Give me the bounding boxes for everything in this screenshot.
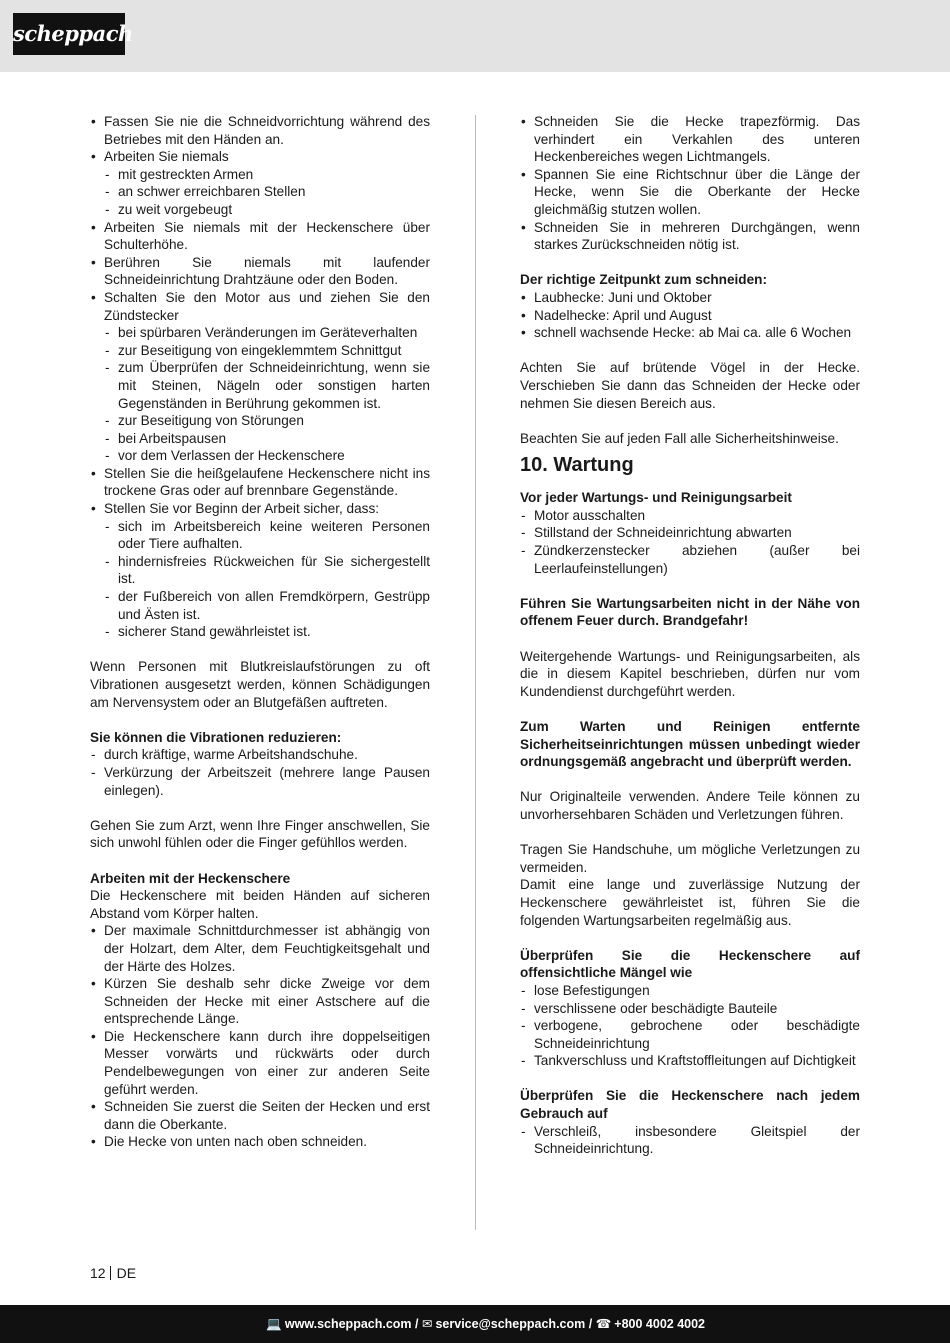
- page-number: [90, 1265, 136, 1281]
- page-footer: [0, 1305, 950, 1343]
- left-column: [90, 113, 430, 1151]
- sub-list-item: - an schwer erreichbaren Stellen: [105, 184, 306, 200]
- long-life-paragraph: Damit eine lange und zuverlässige Nutzung der Heckenschere gewährleistet ist, führen Sie die folgenden Wartungsarbeiten regelmäßig aus.: [520, 877, 860, 928]
- list-item: - Zündkerzenstecker abziehen (außer bei Leerlaufeinstellungen): [521, 543, 860, 576]
- list-item: • Nadelhecke: April und August: [521, 307, 712, 323]
- sub-list-item: - der Fußbereich von allen Fremdkörpern, Gestrüpp und Ästen ist.: [105, 589, 430, 622]
- footer-separator: /: [415, 1317, 419, 1331]
- list-item: • Der maximale Schnittdurchmesser ist abhängig von der Holzart, dem Alter, dem Feuchtigkeitsgehalt und der Härte des Holzes.: [91, 923, 430, 974]
- gloves-paragraph: Tragen Sie Handschuhe, um mögliche Verletzungen zu vermeiden.: [520, 842, 860, 875]
- list-item: • Die Heckenschere kann durch ihre doppelseitigen Messer vorwärts und rückwärts oder durch Pendelbewegungen von einer zur anderen Seite geführt werden.: [91, 1028, 430, 1097]
- sub-list-item: - bei spürbaren Veränderungen im Geräteverhalten: [105, 325, 418, 341]
- list-item: - Stillstand der Schneideinrichtung abwarten: [521, 525, 792, 541]
- right-column: [520, 113, 860, 1158]
- doctor-paragraph: Gehen Sie zum Arzt, wenn Ihre Finger anschwellen, Sie sich unwohl fühlen oder die Finger gefühllos werden.: [90, 817, 430, 851]
- working-paragraph: Die Heckenschere mit beiden Händen auf sicheren Abstand vom Körper halten.: [90, 888, 430, 921]
- sub-list-item: - bei Arbeitspausen: [105, 430, 227, 446]
- list-item: • Schneiden Sie in mehreren Durchgängen, wenn starkes Zurückschneiden nötig ist.: [521, 219, 860, 253]
- list-item: • Stellen Sie die heißgelaufene Heckenschere nicht ins trockene Gras oder auf brennbare Gegenstände.: [91, 465, 430, 499]
- list-item: - verschlissene oder beschädigte Bauteile: [521, 1000, 778, 1016]
- page-header: [0, 0, 950, 72]
- scheppach-logo: scheppach: [13, 13, 125, 55]
- sub-list-item: - zum Überprüfen der Schneideinrichtung, wenn sie mit Steinen, Nägeln oder sonstigen harten Gegenständen in Berührung gekommen ist.: [105, 360, 430, 411]
- list-item: - Verkürzung der Arbeitszeit (mehrere lange Pausen einlegen).: [91, 764, 430, 798]
- after-use-heading: Überprüfen Sie die Heckenschere nach jedem Gebrauch auf: [520, 1088, 860, 1122]
- safety-devices-warning: Zum Warten und Reinigen entfernte Sicherheitseinrichtungen müssen unbedingt wieder ordnungsgemäß angebracht und überprüft werden.: [520, 719, 860, 770]
- list-item: - Verschleiß, insbesondere Gleitspiel der Schneideinrichtung.: [521, 1123, 860, 1157]
- list-item: • Schneiden Sie zuerst die Seiten der Hecken und erst dann die Oberkante.: [91, 1099, 430, 1132]
- list-item: • Laubhecke: Juni und Oktober: [521, 289, 712, 305]
- sub-list-item: - hindernisfreies Rückweichen für Sie sichergestellt ist.: [105, 553, 430, 587]
- footer-email: service@scheppach.com: [435, 1317, 586, 1331]
- list-item: • Arbeiten Sie niemals: [91, 149, 229, 165]
- phone-icon: ☎: [595, 1317, 612, 1331]
- list-item: • Spannen Sie eine Richtschnur über die Länge der Hecke, wenn Sie die Oberkante der Hecke gleichmäßig stutzen wollen.: [521, 166, 860, 217]
- fire-warning: Führen Sie Wartungsarbeiten nicht in der Nähe von offenem Feuer durch. Brandgefahr!: [520, 595, 860, 629]
- working-heading: Arbeiten mit der Heckenschere: [90, 870, 291, 886]
- mail-icon: ✉: [422, 1317, 433, 1331]
- list-item: - verbogene, gebrochene oder beschädigte Schneideinrichtung: [521, 1018, 860, 1051]
- sub-list-item: - sich im Arbeitsbereich keine weiteren Personen oder Tiere aufhalten.: [105, 518, 430, 552]
- maintenance-heading: Vor jeder Wartungs- und Reinigungsarbeit: [520, 490, 792, 506]
- list-item: • Die Hecke von unten nach oben schneiden.: [91, 1134, 367, 1150]
- list-item: • Berühren Sie niemals mit laufender Schneideinrichtung Drahtzäune oder den Boden.: [91, 254, 430, 288]
- original-parts-paragraph: Nur Originalteile verwenden. Andere Teile können zu unvorhersehbaren Schäden und Verletzungen führen.: [520, 789, 860, 822]
- list-item: • Kürzen Sie deshalb sehr dicke Zweige vor dem Schneiden der Hecke mit einer Astschere auf die entsprechende Länge.: [91, 976, 430, 1027]
- sub-list-item: - zu weit vorgebeugt: [105, 201, 233, 217]
- list-item: - Motor ausschalten: [521, 507, 646, 523]
- sub-list-item: - zur Beseitigung von Störungen: [105, 413, 304, 429]
- footer-contact: [266, 1316, 705, 1332]
- sub-list-item: - mit gestreckten Armen: [105, 166, 254, 182]
- computer-icon: 💻: [266, 1317, 282, 1331]
- footer-phone: +800 4002 4002: [614, 1317, 705, 1331]
- vibration-heading: Sie können die Vibrationen reduzieren:: [90, 729, 342, 745]
- check-heading: Überprüfen Sie die Heckenschere auf offensichtliche Mängel wie: [520, 947, 860, 981]
- list-item: - durch kräftige, warme Arbeitshandschuhe.: [91, 747, 358, 763]
- list-item: • Fassen Sie nie die Schneidvorrichtung während des Betriebes mit den Händen an.: [91, 114, 430, 147]
- list-item: • Schneiden Sie die Hecke trapezförmig. Das verhindert ein Verkahlen des unteren Heckenbereiches wegen Lichtmangels.: [521, 114, 860, 165]
- list-item: - lose Befestigungen: [521, 982, 650, 998]
- column-divider: [475, 115, 476, 1230]
- list-item: • Stellen Sie vor Beginn der Arbeit sicher, dass:: [91, 501, 380, 517]
- page-number-value: 12: [90, 1265, 106, 1281]
- page-number-divider: [110, 1266, 111, 1280]
- birds-paragraph: Achten Sie auf brütende Vögel in der Hecke. Verschieben Sie dann das Schneiden der Hecke oder nehmen Sie diesen Bereich aus.: [520, 360, 860, 411]
- timing-heading: Der richtige Zeitpunkt zum schneiden:: [520, 272, 767, 288]
- vibration-paragraph: Wenn Personen mit Blutkreislaufstörungen zu oft Vibrationen ausgesetzt werden, können Schädigungen am Nervensystem oder an Blutgefäßen auftreten.: [90, 659, 430, 710]
- list-item: • schnell wachsende Hecke: ab Mai ca. alle 6 Wochen: [521, 325, 852, 341]
- further-paragraph: Weitergehende Wartungs- und Reinigungsarbeiten, als die in diesem Kapitel beschrieben, dürfen nur vom Kundendienst durchgeführt werden.: [520, 648, 860, 699]
- safety-paragraph: Beachten Sie auf jeden Fall alle Sicherheitshinweise.: [520, 430, 839, 446]
- footer-separator: /: [588, 1317, 593, 1331]
- sub-list-item: - zur Beseitigung von eingeklemmtem Schnittgut: [105, 342, 402, 358]
- footer-web: www.scheppach.com: [284, 1317, 412, 1331]
- list-item: • Schalten Sie den Motor aus und ziehen Sie den Zündstecker: [91, 289, 430, 323]
- section-title: 10. Wartung: [520, 454, 634, 477]
- list-item: - Tankverschluss und Kraftstoffleitungen auf Dichtigkeit: [521, 1053, 856, 1069]
- sub-list-item: - vor dem Verlassen der Heckenschere: [105, 448, 345, 464]
- page-language: DE: [116, 1265, 137, 1281]
- sub-list-item: - sicherer Stand gewährleistet ist.: [105, 624, 311, 640]
- list-item: • Arbeiten Sie niemals mit der Heckenschere über Schulterhöhe.: [91, 219, 430, 253]
